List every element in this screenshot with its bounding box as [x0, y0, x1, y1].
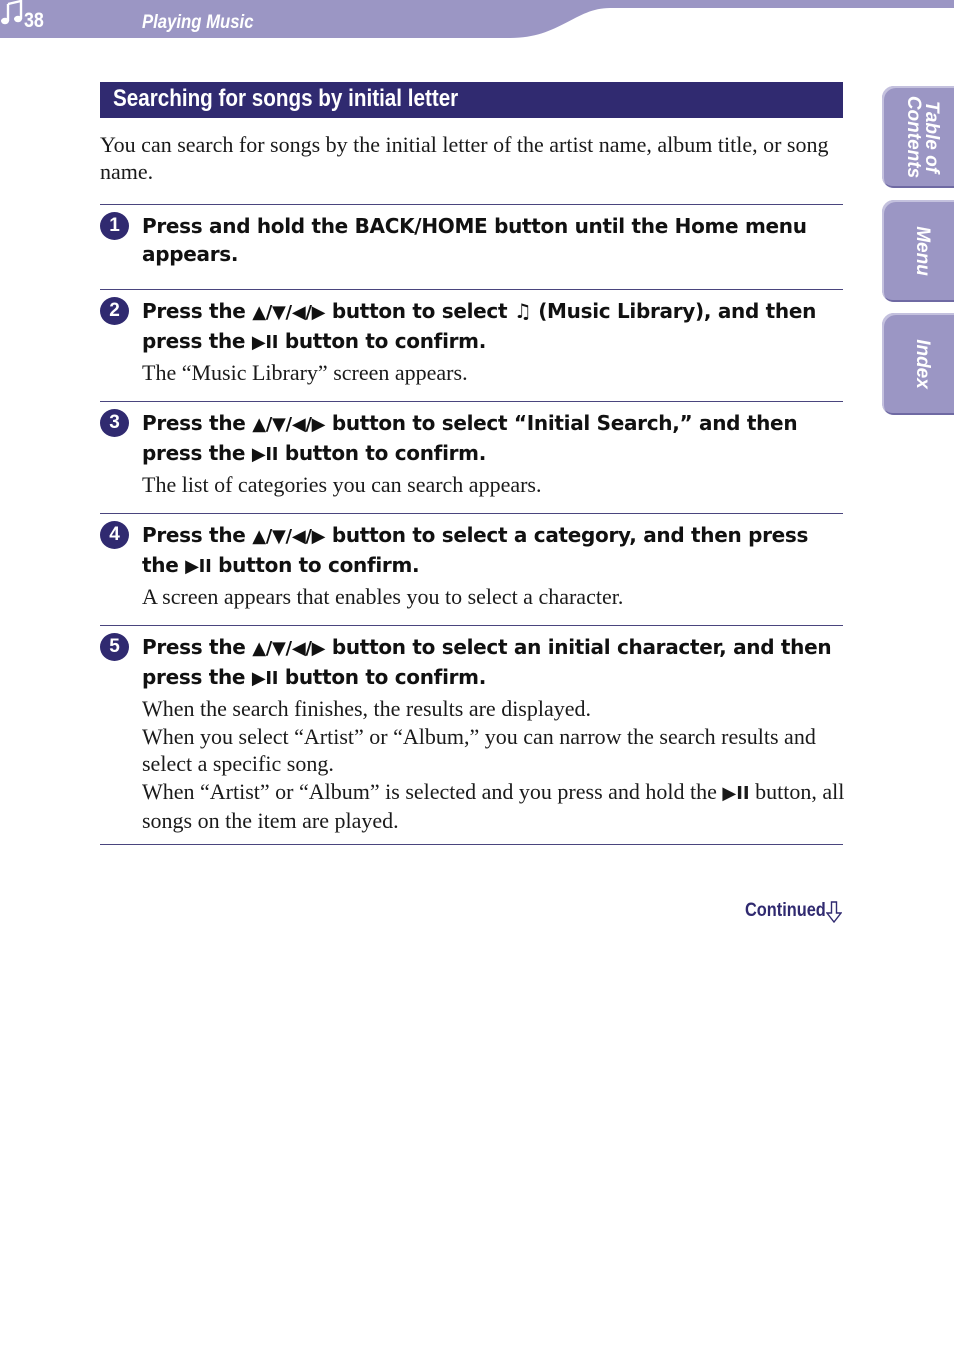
step-title: [142, 521, 847, 581]
chapter-title: Playing Music: [142, 12, 254, 33]
step-title: [142, 297, 847, 357]
divider: [100, 289, 843, 290]
divider: [100, 625, 843, 626]
step-title-text: (Music Library), and then press the: [142, 299, 823, 353]
step-body: [142, 212, 847, 268]
section-title: Searching for songs by initial letter: [113, 85, 459, 112]
tab-label-menu: Menu: [912, 226, 933, 276]
step-title-text: Press the: [142, 635, 253, 659]
step-title-text: button to confirm.: [278, 441, 487, 465]
step-description-line: [142, 778, 847, 835]
step-body: [142, 409, 847, 499]
direction-buttons-icon: ▲/▼/◀/▶: [252, 302, 326, 323]
step-description-line: When the search finishes, the results are displayed.: [142, 696, 592, 721]
section-title-bar: [100, 82, 843, 118]
tab-label-line1: Table of: [921, 100, 942, 174]
step-description-line: The list of categories you can search appears.: [142, 472, 542, 497]
divider: [100, 401, 843, 402]
step-title: [142, 633, 847, 693]
section-intro: You can search for songs by the initial letter of the artist name, album title, or song name.: [100, 132, 829, 184]
play-pause-icon: ▶II: [722, 782, 750, 804]
tab-index[interactable]: [882, 313, 954, 415]
step-title-text: Press the: [142, 299, 253, 323]
down-arrow-icon: [826, 901, 842, 923]
step-title-text: button to confirm.: [211, 553, 420, 577]
step-description: [142, 583, 847, 611]
step-title-text: Press the: [142, 411, 253, 435]
continued-label: Continued: [745, 900, 826, 921]
step-description: [142, 359, 847, 387]
direction-buttons-icon: ▲/▼/◀/▶: [252, 638, 326, 659]
step-description-line: When you select “Artist” or “Album,” you can narrow the search results and select a specific song.: [142, 723, 816, 776]
tab-menu[interactable]: [882, 200, 954, 302]
step-title-text: button to select a category, and then press the: [142, 523, 815, 577]
step-title-text: Press the: [142, 523, 253, 547]
step-number-badge: 2: [100, 297, 129, 325]
step-title: [142, 409, 847, 469]
play-pause-icon: ▶II: [251, 332, 279, 353]
direction-buttons-icon: ▲/▼/◀/▶: [252, 526, 326, 547]
step-body: [142, 297, 847, 387]
play-pause-icon: ▶II: [251, 668, 279, 689]
music-library-icon: ♫: [513, 299, 532, 323]
page-header: [0, 0, 954, 40]
step-description-line: The “Music Library” screen appears.: [142, 360, 468, 385]
play-pause-icon: ▶II: [251, 444, 279, 465]
divider: [100, 513, 843, 514]
page-number: 38: [24, 9, 44, 32]
step-title-text: button to select “Initial Search,” and then press the: [142, 411, 804, 465]
play-pause-icon: ▶II: [185, 556, 212, 577]
step-body: [142, 521, 847, 611]
music-note-icon: [0, 0, 24, 26]
divider: [100, 204, 843, 205]
step-number-badge: 1: [100, 212, 129, 240]
step-number-badge: 4: [100, 521, 129, 549]
step-body: [142, 633, 847, 835]
step-title-text: button to select an initial character, and then press the: [142, 635, 838, 689]
step-title-text: button to select: [325, 299, 514, 323]
step-title-text: button to confirm.: [278, 665, 487, 689]
step-description-text: When “Artist” or “Album” is selected and you press and hold the: [142, 778, 723, 804]
tab-label-line2: Contents: [903, 95, 924, 179]
tab-label-index: Index: [912, 339, 933, 389]
step-description: [142, 471, 847, 499]
step-description-text: button, all songs on the item are played.: [142, 778, 845, 833]
step-title: Press and hold the BACK/HOME button until the Home menu appears.: [142, 214, 807, 266]
step-description-line: A screen appears that enables you to select a character.: [142, 584, 624, 609]
tab-label-table-of-contents: [904, 96, 940, 178]
step-number-badge: 5: [100, 633, 129, 661]
step-title-text: button to confirm.: [278, 329, 487, 353]
step-number-badge: 3: [100, 409, 129, 437]
divider: [100, 844, 843, 845]
step-description: [142, 695, 847, 835]
direction-buttons-icon: ▲/▼/◀/▶: [252, 414, 326, 435]
tab-table-of-contents[interactable]: [882, 86, 954, 188]
